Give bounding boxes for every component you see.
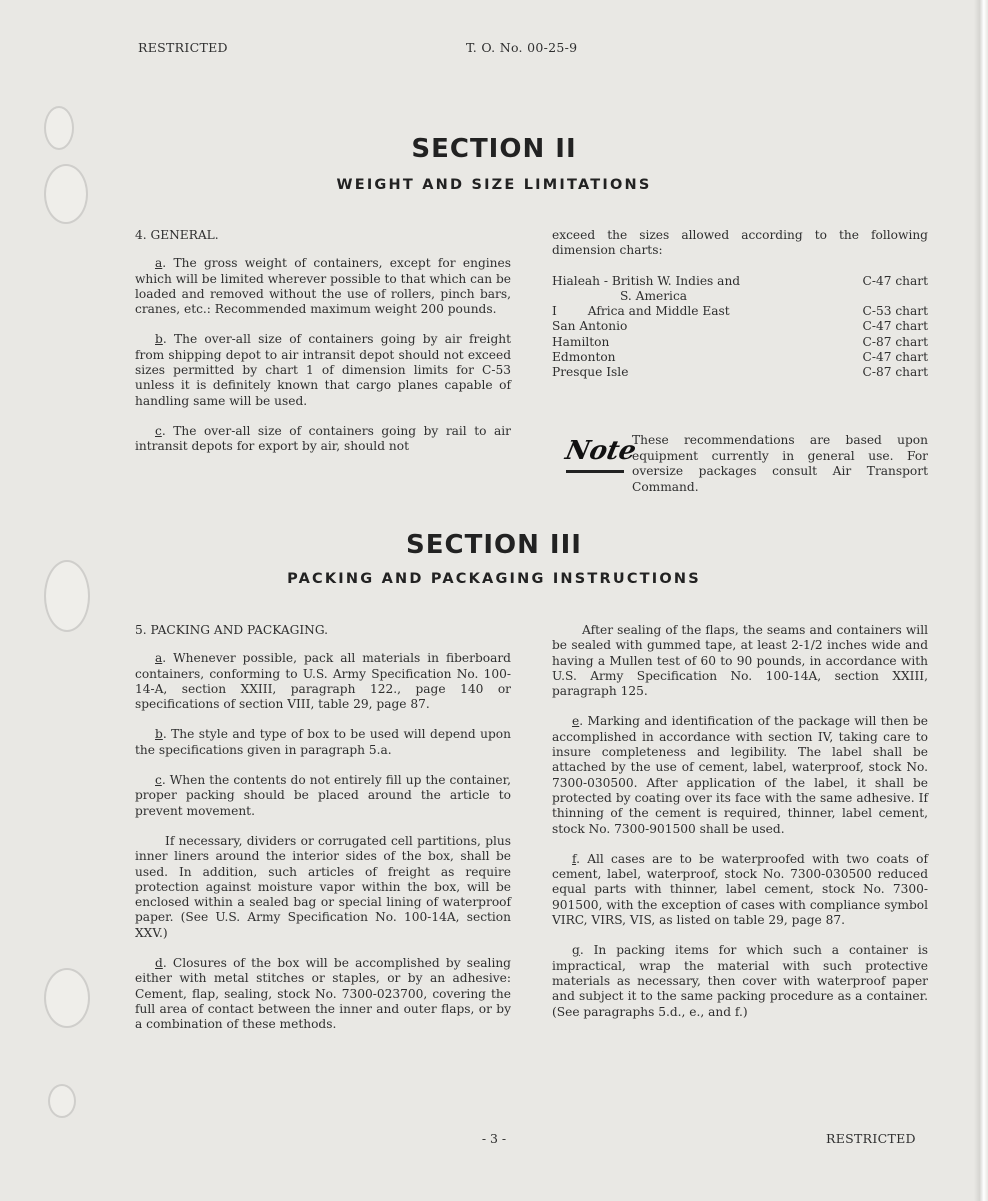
paragraph-c: c. When the contents do not entirely fill up the container, proper packing should be placed around the article to prevent movement.	[135, 773, 511, 818]
section-2-right-column	[552, 228, 928, 381]
section-3-subtitle: PACKING AND PACKAGING INSTRUCTIONS	[287, 571, 701, 587]
chart-name: C-53 chart	[862, 304, 928, 319]
section-2-left-column	[135, 228, 511, 470]
chart-route: Hamilton	[552, 334, 610, 349]
note-label: Note	[562, 436, 639, 466]
chart-row	[552, 319, 928, 334]
chart-name: C-47 chart	[862, 350, 928, 365]
chart-name: C-87 chart	[862, 365, 928, 380]
chart-route: Edmonton	[552, 350, 616, 365]
section-heading: 4. GENERAL.	[135, 228, 219, 242]
chart-row	[552, 335, 928, 350]
chart-row	[552, 289, 928, 304]
paragraph-d: d. Closures of the box will be accomplished by sealing either with metal stitches or staples, or by an adhesive: Cement, flap, sealing, stock No. 7300-023700, covering the full area of contact between the inner and outer flaps, or by a combination of these methods.	[135, 956, 511, 1032]
chart-route: S. America	[620, 288, 688, 303]
chart-route: Presque Isle	[552, 365, 629, 380]
section-3-right-column	[552, 623, 928, 1035]
paragraph-b: b. The over-all size of containers going by air freight from shipping depot to air intransit depot should not exceed sizes permitted by chart 1 of dimension limits for C-53 unless it is definitely known that cargo planes capable of handling same will be used.	[135, 332, 511, 408]
dimension-chart-table	[552, 274, 928, 381]
paragraph-e: e. Marking and identification of the package will then be accomplished in accordance with section IV, taking care to insure completeness and legibility. The label shall be attached by the use of cement, label, waterproof, stock No. 7300-030500. After application of the label, it shall be protected by coating over its face with the same adhesive. If thinning of the cement is required, thinner, label cement, stock No. 7300-901500 shall be used.	[552, 714, 928, 836]
section-2-subtitle: WEIGHT AND SIZE LIMITATIONS	[336, 177, 652, 193]
chart-name	[831, 289, 928, 304]
chart-name: C-47 chart	[862, 273, 928, 288]
paragraph-c: c. The over-all size of containers going by rail to air intransit depots for export by air, should not	[135, 423, 511, 454]
note-underline	[566, 470, 624, 473]
chart-route: I Africa and Middle East	[552, 304, 730, 319]
section-2-title: SECTION II	[411, 134, 577, 164]
chart-row	[552, 304, 928, 319]
paragraph-c-continued: exceed the sizes allowed according to the following dimension charts:	[552, 228, 928, 258]
chart-row	[552, 350, 928, 365]
binder-hole	[44, 968, 90, 1028]
chart-route: Hialeah - British W. Indies and	[552, 273, 741, 288]
header-tech-order: T. O. No. 00-25-9	[466, 40, 578, 55]
chart-row	[552, 274, 928, 289]
paragraph-f: f. All cases are to be waterproofed with two coats of cement, label, waterproof, stock No. 7300-030500 reduced equal parts with thinner, label cement, stock No. 7300-901500, with the exception of cases with compliance symbol VIRC, VIRS, VIS, as listed on table 29, page 87.	[552, 851, 928, 928]
chart-route: San Antonio	[552, 319, 628, 334]
page-number: - 3 -	[481, 1131, 507, 1146]
section-3-left-column	[135, 623, 511, 1048]
binder-hole	[48, 1084, 76, 1118]
paragraph-dividers: If necessary, dividers or corrugated cell partitions, plus inner liners around the interior sides of the box, shall be used. In addition, such articles of freight as require protection against moisture vapor within the box, will be enclosed within a sealed bag or special lining of waterproof paper. (See U.S. Army Specification No. 100-14A, section XXV.)	[135, 833, 511, 940]
chart-name: C-87 chart	[862, 334, 928, 349]
paragraph-g: g. In packing items for which such a container is impractical, wrap the material with such protective materials as necessary, then cover with waterproof paper and subject it to the same packing procedure as a container. (See paragraphs 5.d., e., and f.)	[552, 943, 928, 1019]
paragraph-b: b. The style and type of box to be used will depend upon the specifications given in paragraph 5.a.	[135, 727, 511, 757]
section-heading: 5. PACKING AND PACKAGING.	[135, 623, 329, 637]
paragraph-seal: After sealing of the flaps, the seams and containers will be sealed with gummed tape, at least 2-1/2 inches wide and having a Mullen test of 60 to 90 pounds, in accordance with U.S. Army Specification No. 100-14A, section XXIII, paragraph 125.	[552, 623, 928, 699]
header-classification: RESTRICTED	[138, 40, 228, 55]
chart-row	[552, 365, 928, 380]
binder-hole	[44, 164, 88, 224]
note-text: These recommendations are based upon equipment currently in general use. For oversize packages consult Air Transport Command.	[632, 433, 928, 494]
chart-name: C-47 chart	[862, 319, 928, 334]
section-3-title: SECTION III	[406, 530, 582, 560]
paragraph-a: a. The gross weight of containers, except for engines which will be limited wherever possible to that which can be loaded and removed without the use of rollers, pinch bars, cranes, etc.: Recommended maximum weight 200 pounds.	[135, 256, 511, 317]
paragraph-a: a. Whenever possible, pack all materials in fiberboard containers, conforming to U.S. Army Specification No. 100-14-A, section XXIII, paragraph 122., page 140 or specifications of section VIII, table 29, page 87.	[135, 651, 511, 712]
footer-classification: RESTRICTED	[826, 1131, 916, 1146]
